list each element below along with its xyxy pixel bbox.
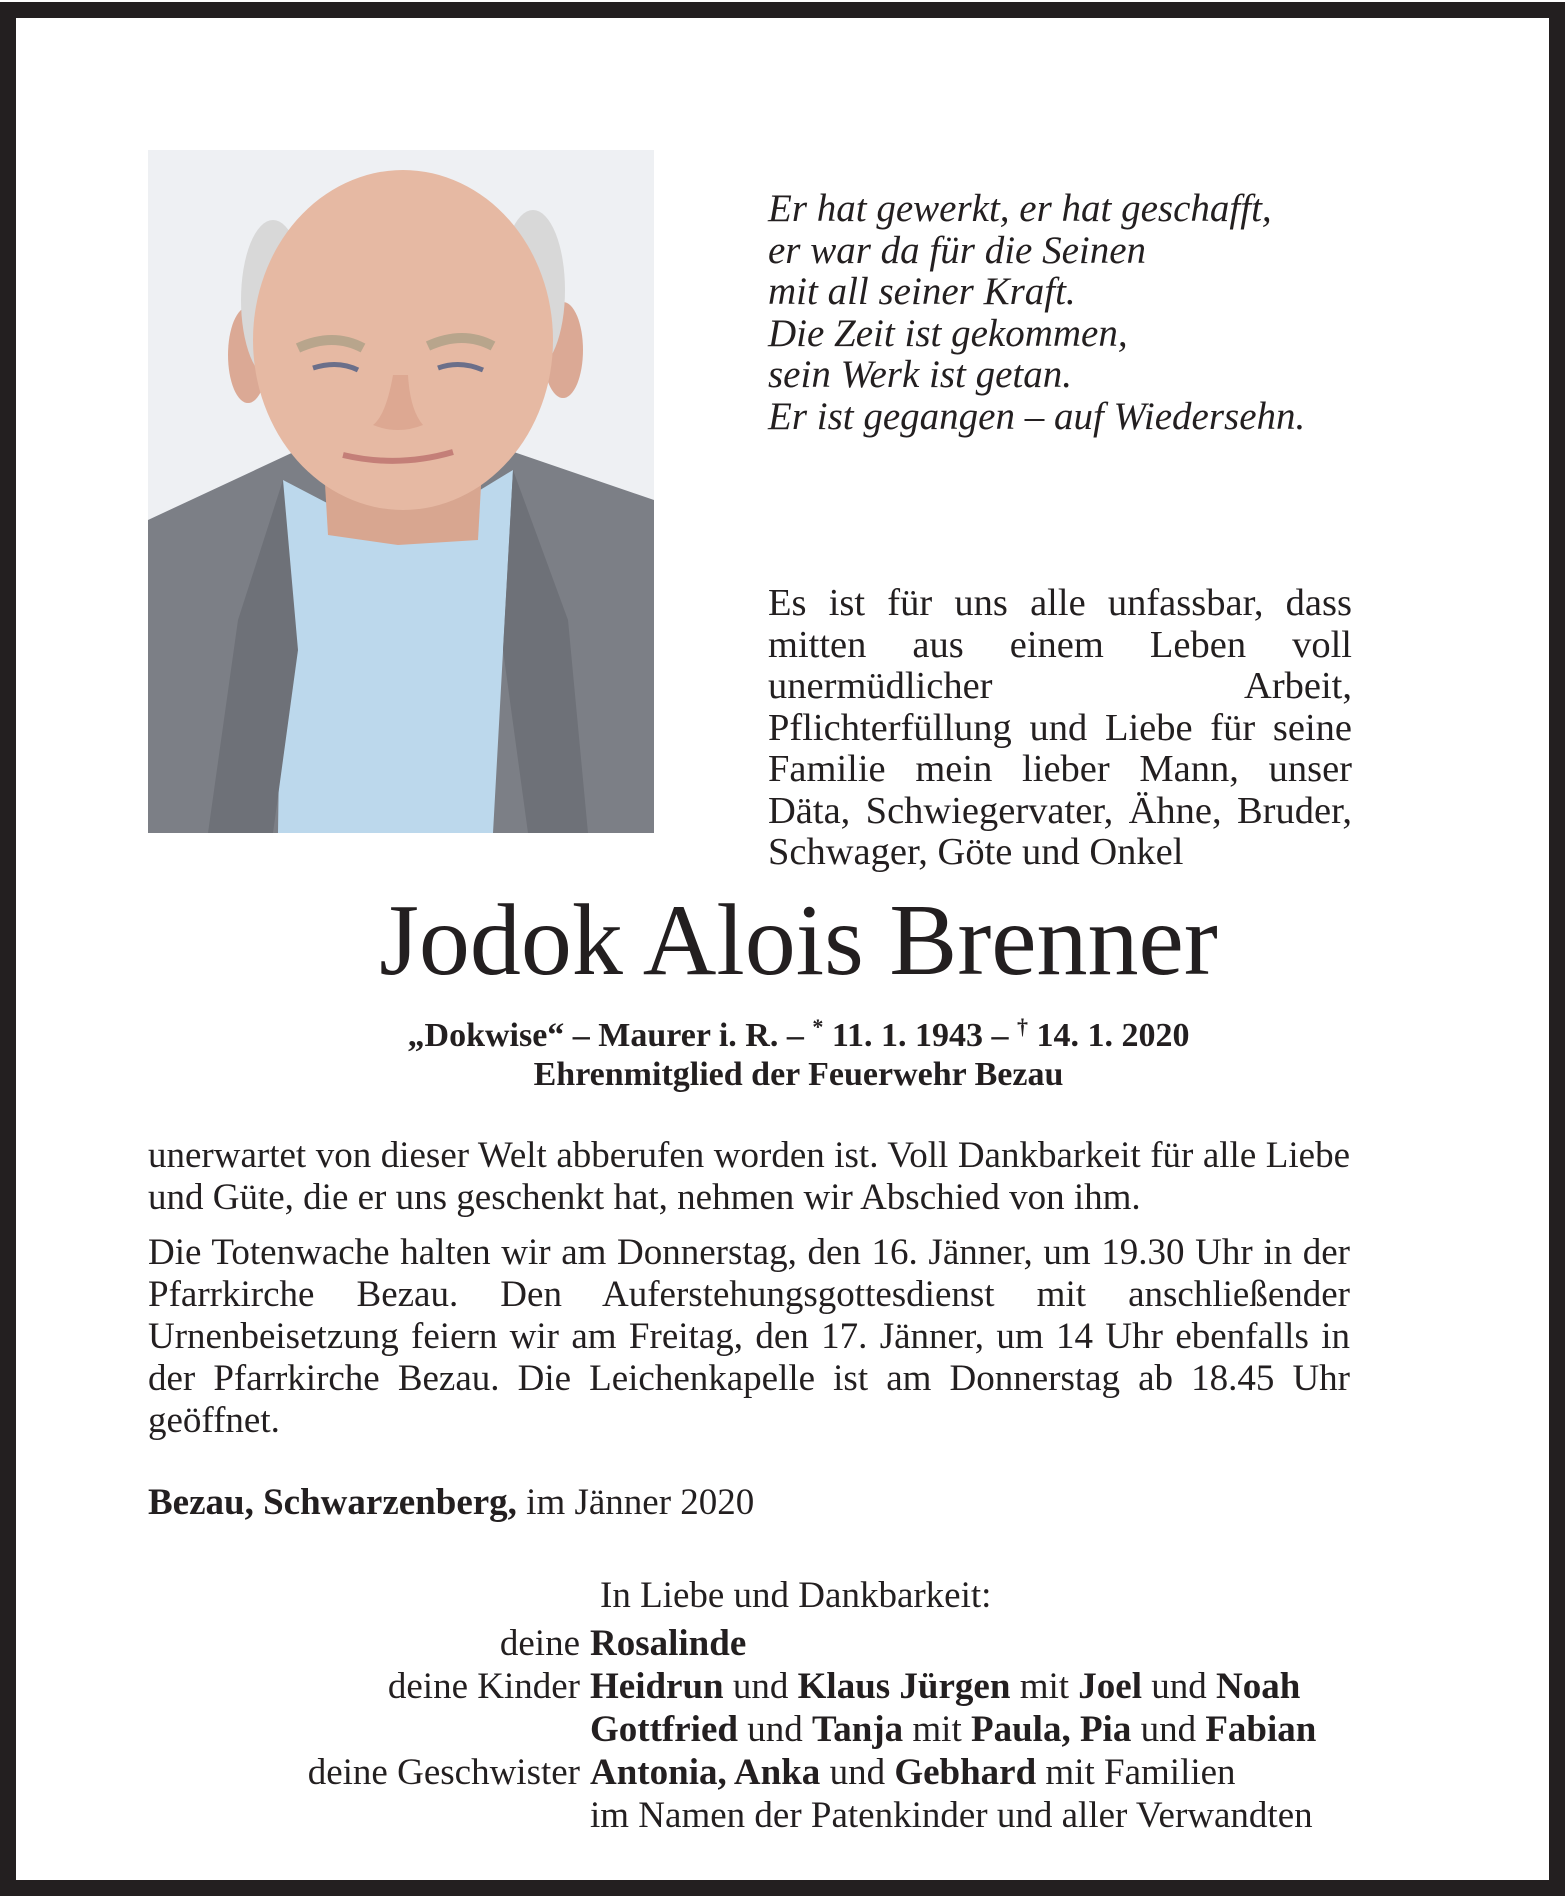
- mourner-name: Antonia, Anka: [590, 1752, 821, 1793]
- death-date: 14. 1. 2020: [1036, 1017, 1190, 1054]
- mourner-relation: [148, 1794, 590, 1837]
- poem-line: er war da für die Seinen: [768, 228, 1147, 272]
- birth-symbol: *: [812, 1014, 824, 1039]
- connector-text: mit Familien: [1036, 1752, 1236, 1793]
- mourner-names: [590, 1794, 1313, 1837]
- death-cross-icon: †: [1016, 1014, 1028, 1039]
- mourners-intro: In Liebe und Dankbarkeit:: [600, 1575, 992, 1616]
- nickname-occupation: „Dokwise“ – Maurer i. R. –: [407, 1017, 804, 1054]
- intro-paragraph: Es ist für uns alle unfassbar, dass mitten aus einem Leben voll unermüdlicher Arbeit, Pflichterfüllung und Liebe für seine Familie mein lieber Mann, unser Däta, Schwiegervater, Ähne, Bruder, Schwager, Göte und Onkel: [768, 582, 1352, 873]
- mourners-list: [148, 1622, 1448, 1837]
- place-date: [148, 1482, 754, 1524]
- birth-date: 11. 1. 1943 –: [831, 1017, 1009, 1054]
- connector-text: und: [1131, 1709, 1206, 1750]
- poem-line: Die Zeit ist gekommen,: [768, 311, 1128, 355]
- poem-line: sein Werk ist getan.: [768, 353, 1073, 396]
- mourner-relation: deine: [499, 1623, 580, 1664]
- mourner-name: Joel: [1078, 1666, 1142, 1707]
- poem-line: Er ist gegangen – auf Wiedersehn.: [768, 394, 1306, 438]
- connector-text: und: [1141, 1666, 1216, 1707]
- portrait-illustration: [148, 150, 654, 833]
- mourner-row: [148, 1665, 1448, 1708]
- mourner-name: Fabian: [1205, 1709, 1317, 1750]
- poem: [768, 188, 1328, 437]
- mourner-name: Heidrun: [590, 1666, 724, 1707]
- deceased-name: Jodok Alois Brenner: [379, 884, 1218, 997]
- mourner-names: [590, 1708, 1316, 1751]
- connector-text: und: [737, 1709, 812, 1750]
- mourner-name: Rosalinde: [590, 1623, 747, 1664]
- poem-line: Er hat gewerkt, er hat geschafft,: [768, 187, 1272, 230]
- mourner-relation: deine Kinder: [387, 1666, 580, 1707]
- date: im Jänner 2020: [526, 1482, 755, 1523]
- portrait-photo: [148, 150, 654, 833]
- mourner-name: Paula, Pia: [970, 1709, 1132, 1750]
- mourner-names: [590, 1751, 1236, 1794]
- places: Bezau, Schwarzenberg,: [148, 1482, 517, 1523]
- mourner-names: [590, 1665, 1300, 1708]
- connector-text: und: [723, 1666, 798, 1707]
- deceased-details: [16, 1016, 1568, 1056]
- mourner-name: Gottfried: [590, 1709, 738, 1750]
- mourner-name: Noah: [1215, 1666, 1301, 1707]
- mourner-row: [148, 1751, 1448, 1794]
- mourner-name: Gebhard: [894, 1752, 1037, 1793]
- mourner-relation: deine Geschwister: [307, 1752, 580, 1793]
- connector-text: mit: [903, 1709, 971, 1750]
- honor-title: Ehrenmitglied der Feuerwehr Bezau: [533, 1056, 1064, 1093]
- funeral-details-paragraph: Die Totenwache halten wir am Donnerstag, den 16. Jänner, um 19.30 Uhr in der Pfarrkirche Bezau. Den Auferstehungsgottesdienst mit anschließender Urnenbeisetzung feiern wir am Freitag, den 17. Jänner, um 14 Uhr ebenfalls in der Pfarrkirche Bezau. Die Leichenkapelle ist am Donnerstag ab 18.45 Uhr geöffnet.: [148, 1232, 1350, 1441]
- poem-line: mit all seiner Kraft.: [768, 270, 1076, 313]
- mourner-name: Tanja: [811, 1709, 904, 1750]
- connector-text: und: [820, 1752, 895, 1793]
- connector-text: im Namen der Patenkinder und aller Verwandten: [590, 1795, 1313, 1836]
- mourner-name: Klaus Jürgen: [797, 1666, 1011, 1707]
- connector-text: mit: [1010, 1666, 1079, 1707]
- mourner-row: [148, 1622, 1448, 1665]
- mourner-row: [148, 1708, 1448, 1751]
- obituary-frame: [0, 2, 1565, 1896]
- mourner-relation: [148, 1708, 590, 1751]
- mourner-names: [590, 1622, 746, 1665]
- body-paragraph: unerwartet von dieser Welt abberufen worden ist. Voll Dankbarkeit für alle Liebe und Güte, die er uns geschenkt hat, nehmen wir Abschied von ihm.: [148, 1135, 1350, 1218]
- mourner-row: [148, 1794, 1448, 1837]
